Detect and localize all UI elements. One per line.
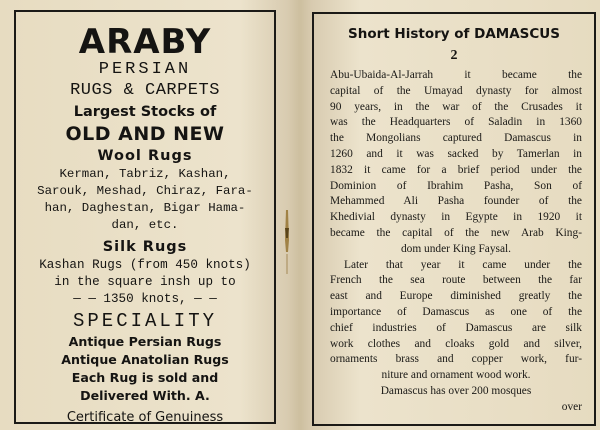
ad-certificate: Certificate of Genuiness [66,410,224,425]
history-line: 1832 it came for a brief period under the [330,163,582,176]
ad-kashan-line: in the square insh up to [54,275,236,289]
history-line: became the capital of the new Arab King- [330,226,582,239]
ad-title: ARABY [78,22,212,62]
history-line: Later that year it came under the [344,258,582,271]
staple-icon [282,210,292,276]
ad-subtitle: PERSIAN [98,60,192,79]
ad-rug-list-line: dan, etc. [111,218,179,232]
continued-marker: over [561,400,582,413]
history-line: Mehammed Ali Pasha founder of the [330,195,582,208]
left-page [0,0,292,430]
history-line: French the sea route between the far [330,274,582,287]
history-line: capital of the Umayad dynasty for almost [330,84,582,97]
ad-rug-list-line: han, Daghestan, Bigar Hama- [44,201,246,215]
right-page [304,0,600,430]
history-line: dom under King Faysal. [400,242,512,255]
ad-antique-line: Delivered With. A. [80,388,210,403]
history-line: 1260 and it was sacked by Tamerlan in [330,147,582,160]
history-line: Dominion of Ibrahim Pasha, Son of [330,179,582,192]
history-line: east and Europe diminished greatly the [330,290,582,303]
ad-antique-line: Each Rug is sold and [71,370,219,385]
ad-speciality: SPECIALITY [72,310,218,332]
history-line: the Mongolians captured Damascus in [330,132,582,145]
ad-largest-stocks: Largest Stocks of [73,104,217,120]
history-line: Damascus has over 200 mosques [380,384,532,397]
history-line: Abu-Ubaida-Al-Jarrah it became the [330,69,582,81]
history-line: niture and ornament wood work. [381,369,531,382]
history-line: 90 years, in the war of the Crusades it [330,100,582,113]
ad-silk-rugs: Silk Rugs [102,239,188,255]
history-line: ornaments brass and copper work, fur- [330,353,582,366]
ad-rug-list-line: Sarouk, Meshad, Chiraz, Fara- [37,184,253,198]
history-line: work clothes and cloaks gold and silver, [330,337,582,350]
ad-kashan-line: Kashan Rugs (from 450 knots) [39,258,251,272]
history-line: chief industries of Damascus are silk [330,321,582,334]
ad-antique-line: Antique Anatolian Rugs [61,352,229,367]
history-line: Khedivial dynasty in Egypte in 1920 it [330,211,582,224]
ad-rug-list-line: Kerman, Tabriz, Kashan, [59,167,231,181]
ad-antique-line: Antique Persian Rugs [68,334,222,349]
history-line: was the Headquarters of Saladin in 1360 [330,116,582,129]
page-number: 2 [450,48,458,63]
history-text [330,68,582,416]
ad-old-and-new: OLD AND NEW [65,123,225,145]
rug-advertisement [16,12,274,429]
ad-rugs-carpets: RUGS & CARPETS [70,81,220,100]
history-line: importance of Damascus as one of the [330,305,582,318]
ad-wool-rugs: Wool Rugs [97,148,193,164]
history-title: Short History of DAMASCUS [348,26,560,42]
ad-kashan-line: — — 1350 knots, — — [73,292,217,306]
